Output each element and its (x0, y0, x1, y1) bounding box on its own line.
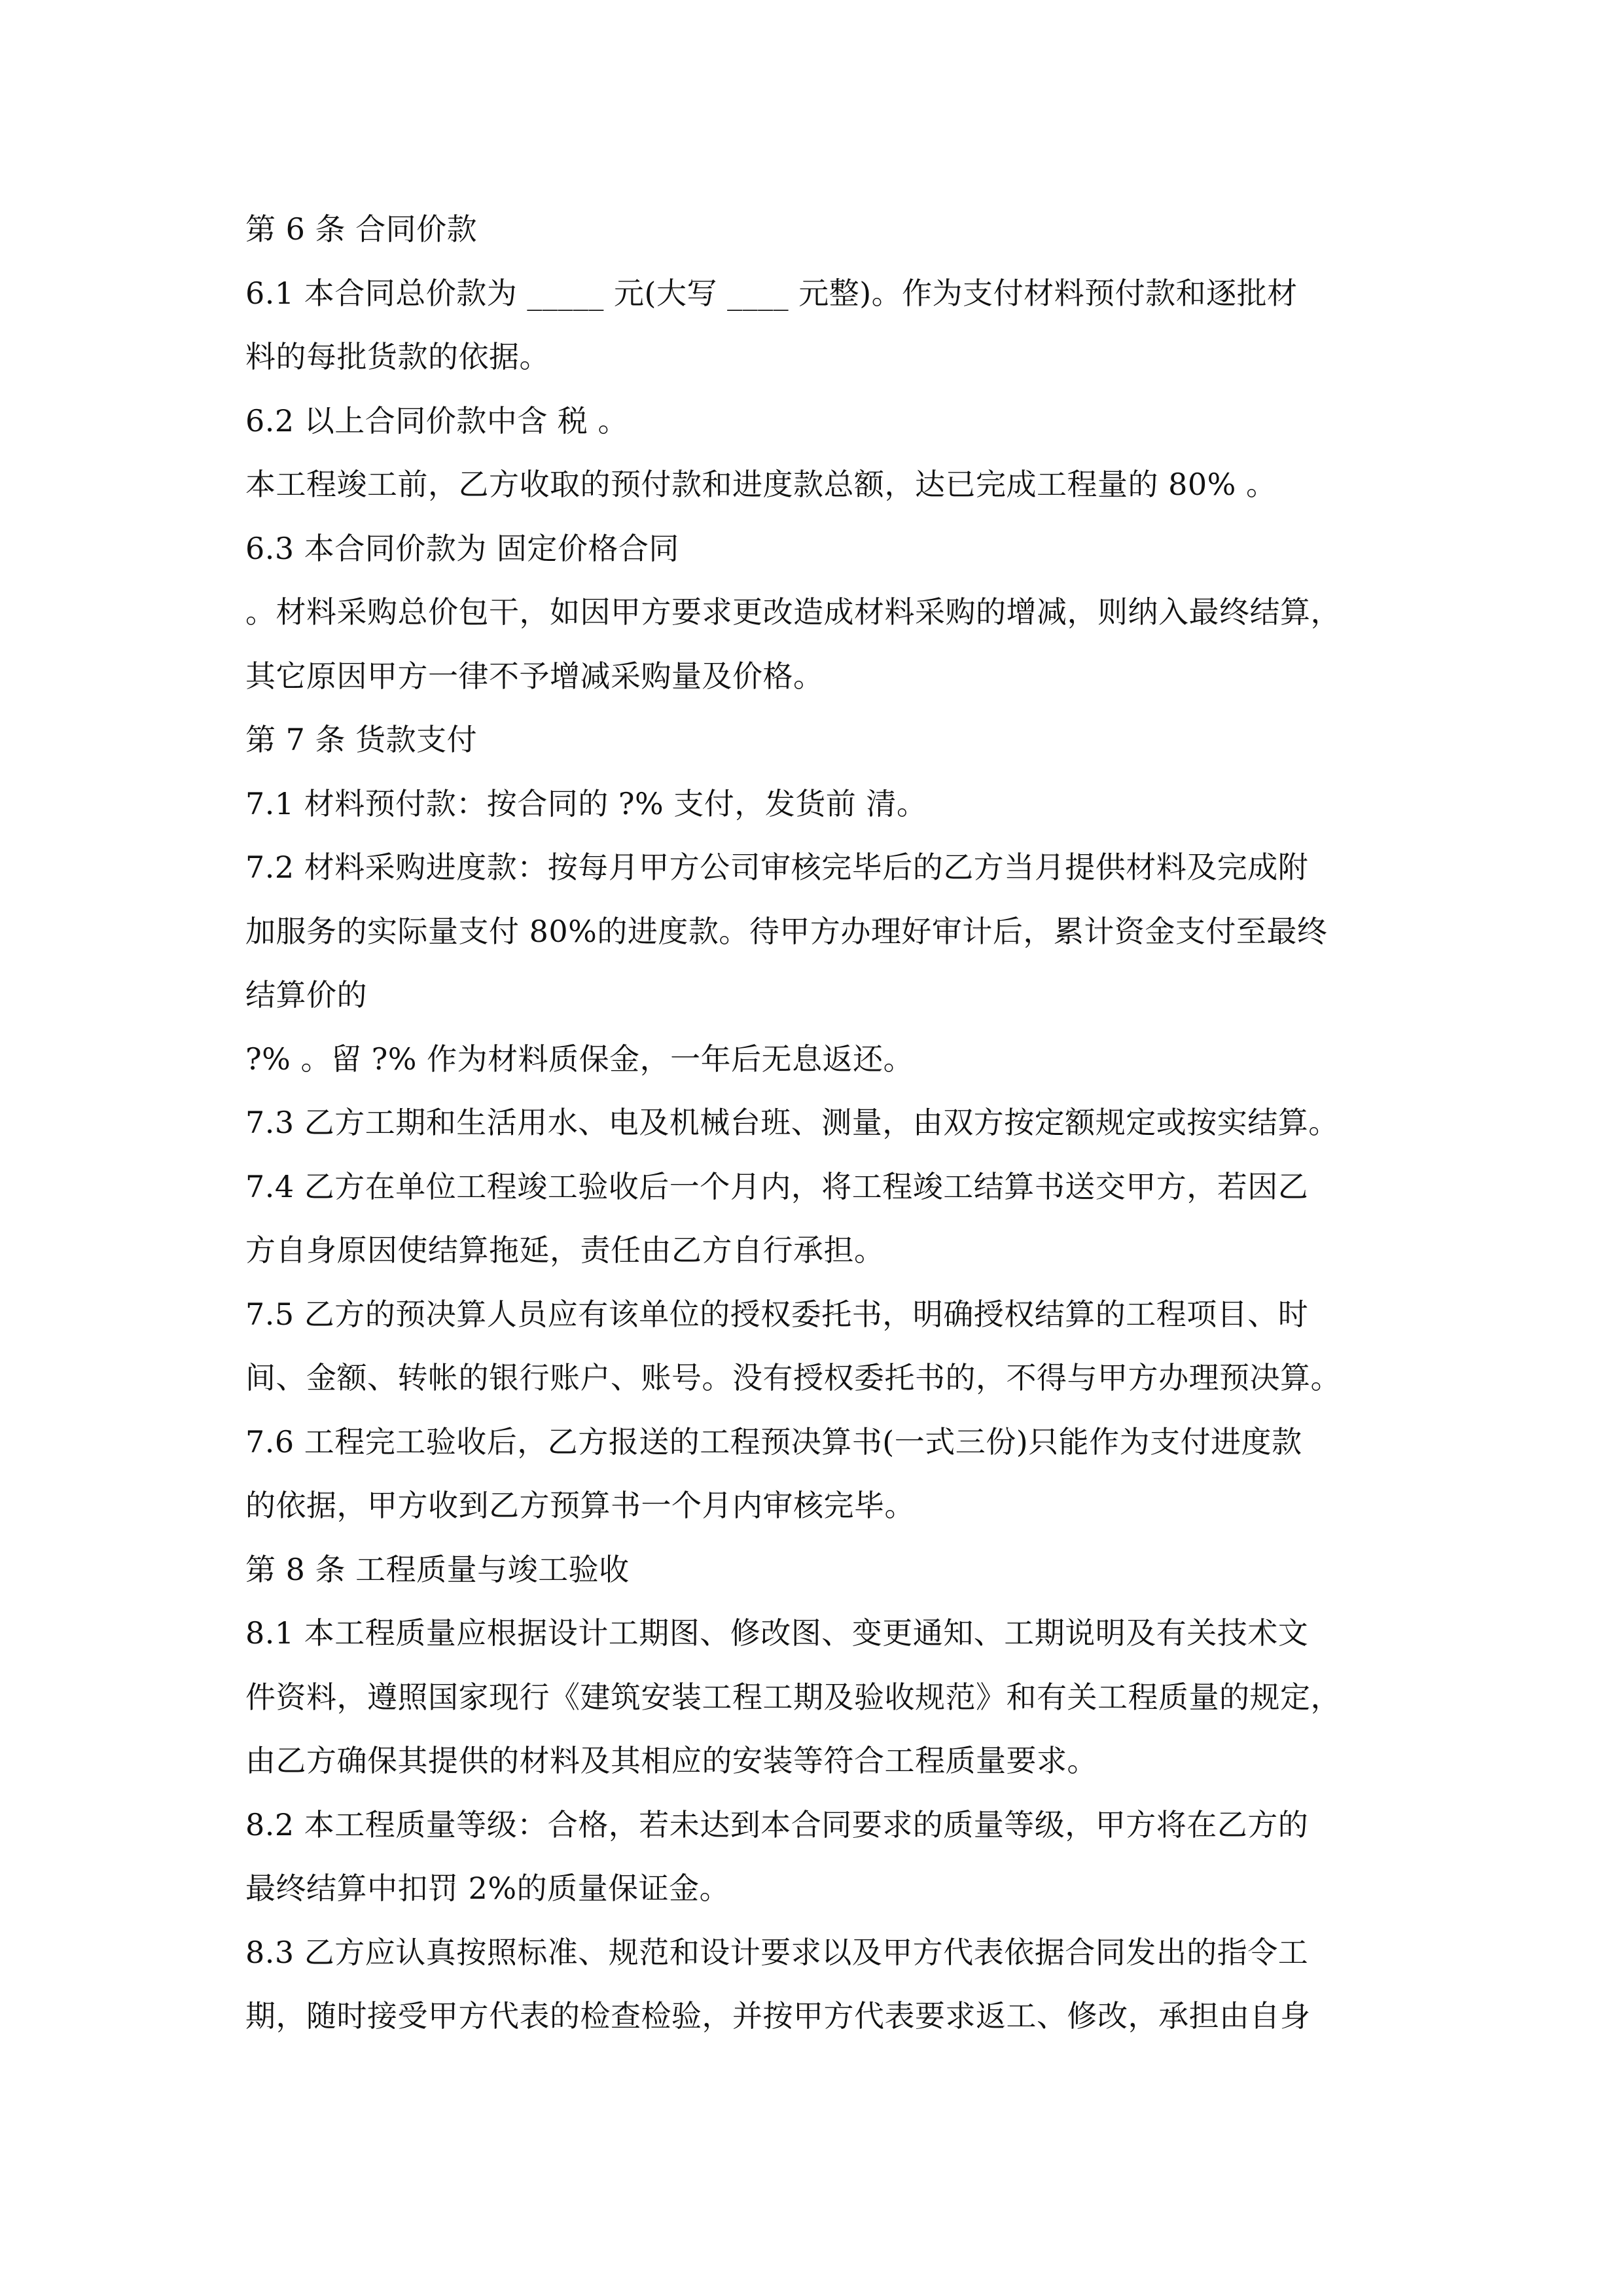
clause-6-3-line-3: 其它原因甲方一律不予增减采购量及价格。 (245, 658, 824, 694)
article-8-heading: 第 8 条 工程质量与竣工验收 (245, 1551, 630, 1587)
clause-8-3-line-2: 期，随时接受甲方代表的检查检验，并按甲方代表要求返工、修改，承担由自身 (245, 1998, 1311, 2034)
clause-7-4-line-1: 7.4 乙方在单位工程竣工验收后一个月内，将工程竣工结算书送交甲方，若因乙 (245, 1168, 1309, 1204)
clause-7-6-line-1: 7.6 工程完工验收后，乙方报送的工程预决算书(一式三份)只能作为支付进度款 (245, 1424, 1302, 1460)
article-7-heading: 第 7 条 货款支付 (245, 722, 478, 757)
article-6-heading: 第 6 条 合同价款 (245, 211, 478, 247)
clause-7-2-line-3: 结算价的 (245, 977, 367, 1013)
clause-8-3-line-1: 8.3 乙方应认真按照标准、规范和设计要求以及甲方代表依据合同发出的指令工 (245, 1934, 1309, 1970)
clause-7-1: 7.1 材料预付款：按合同的 ?% 支付，发货前 清。 (245, 785, 927, 821)
document-body (245, 198, 1397, 2049)
clause-8-2-line-1: 8.2 本工程质量等级：合格，若未达到本合同要求的质量等级，甲方将在乙方的 (245, 1806, 1309, 1842)
clause-7-2-line-4: ?% 。留 ?% 作为材料质保金，一年后无息返还。 (245, 1041, 914, 1077)
clause-8-1-line-1: 8.1 本工程质量应根据设计工期图、修改图、变更通知、工期说明及有关技术文 (245, 1615, 1309, 1651)
clause-7-6-line-2: 的依据，甲方收到乙方预算书一个月内审核完毕。 (245, 1488, 915, 1523)
clause-6-2-note: 本工程竣工前，乙方收取的预付款和进度款总额，达已完成工程量的 80% 。 (245, 467, 1277, 502)
clause-8-1-line-3: 由乙方确保其提供的材料及其相应的安装等符合工程质量要求。 (245, 1743, 1097, 1778)
clause-7-5-line-2: 间、金额、转帐的银行账户、账号。没有授权委托书的，不得与甲方办理预决算。 (245, 1360, 1341, 1395)
clause-6-3-line-1: 6.3 本合同价款为 固定价格合同 (245, 530, 679, 566)
clause-8-2-line-2: 最终结算中扣罚 2%的质量保证金。 (245, 1871, 730, 1906)
clause-7-3: 7.3 乙方工期和生活用水、电及机械台班、测量，由双方按定额规定或按实结算。 (245, 1105, 1339, 1140)
clause-8-1-line-2: 件资料，遵照国家现行《建筑安装工程工期及验收规范》和有关工程质量的规定， (245, 1679, 1341, 1715)
clause-7-4-line-2: 方自身原因使结算拖延，责任由乙方自行承担。 (245, 1232, 885, 1268)
clause-6-1-line-2: 料的每批货款的依据。 (245, 339, 550, 374)
clause-7-5-line-1: 7.5 乙方的预决算人员应有该单位的授权委托书，明确授权结算的工程项目、时 (245, 1296, 1309, 1332)
clause-7-2-line-2: 加服务的实际量支付 80%的进度款。待甲方办理好审计后，累计资金支付至最终 (245, 913, 1328, 949)
clause-7-2-line-1: 7.2 材料采购进度款：按每月甲方公司审核完毕后的乙方当月提供材料及完成附 (245, 850, 1309, 885)
clause-6-1-line-1: 6.1 本合同总价款为 _____ 元(大写 ____ 元整)。作为支付材料预付款和逐批材 (245, 275, 1298, 311)
clause-6-2: 6.2 以上合同价款中含 税 。 (245, 403, 629, 439)
clause-6-3-line-2: 。材料采购总价包干，如因甲方要求更改造成材料采购的增减，则纳入最终结算， (245, 594, 1341, 630)
